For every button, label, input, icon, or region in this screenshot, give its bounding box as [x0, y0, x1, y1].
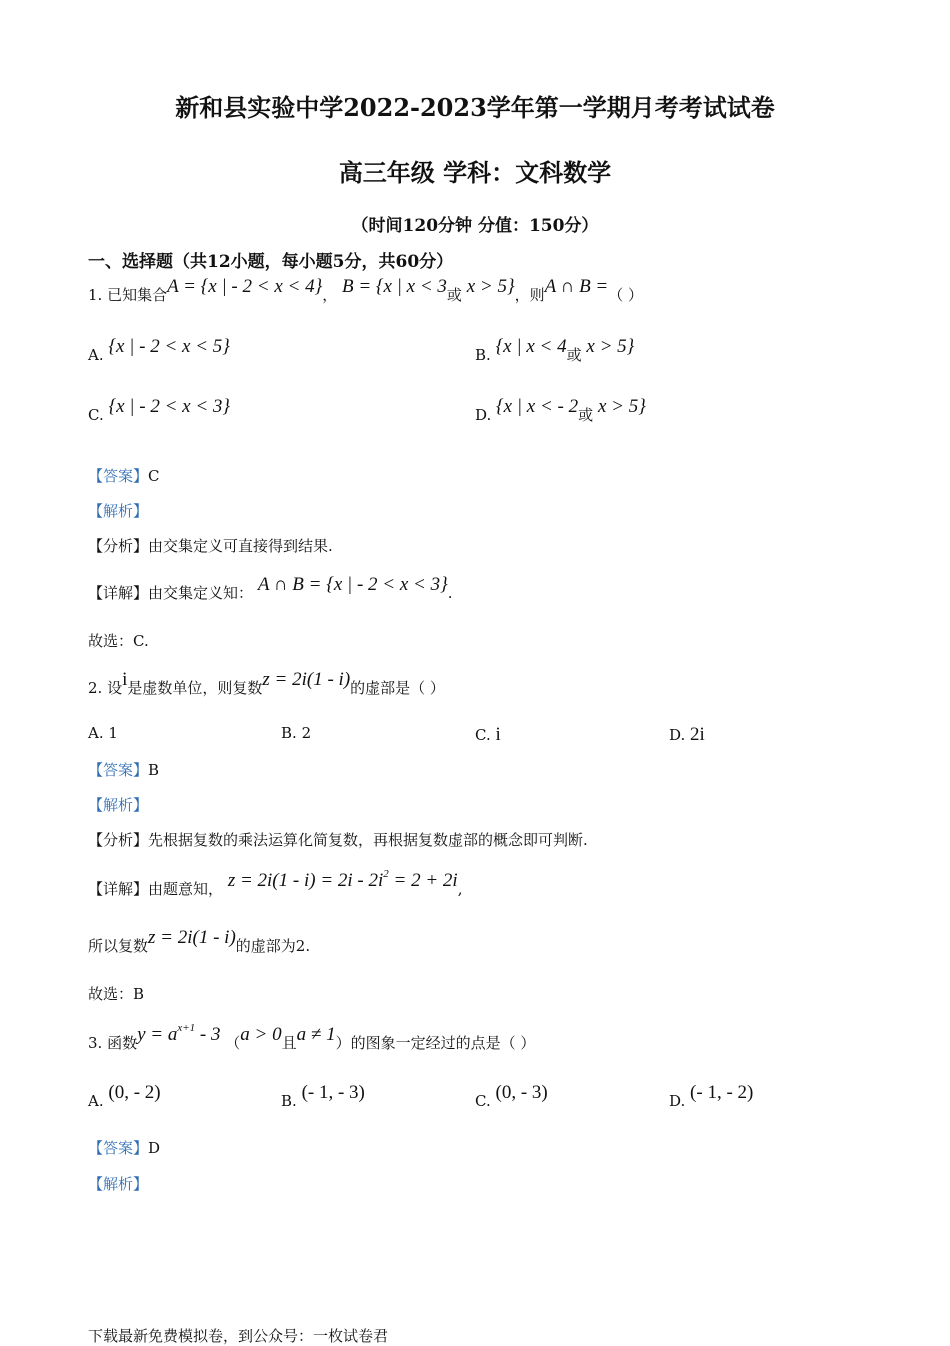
option-label: A. — [88, 724, 104, 742]
detail-tag: 【详解】 — [88, 584, 149, 602]
q2-detail-expr — [228, 870, 458, 891]
q3-cond-close: ）的图象一定经过的点是（ ） — [335, 1034, 536, 1052]
q2-therefore-post: 的虚部为2. — [235, 937, 311, 955]
q3-option-d-text: (- 1, - 2) — [690, 1082, 754, 1103]
answer-tag: 【答案】 — [88, 1139, 149, 1157]
option-label: C. — [88, 406, 104, 424]
q2-detail-end: , — [457, 880, 463, 898]
q2-option-b — [281, 724, 311, 742]
q2-mid: 是虚数单位，则复数 — [127, 679, 263, 697]
q3-answer — [88, 1137, 160, 1158]
q2-jiexi-tag: 【解析】 — [88, 796, 149, 814]
q1-option-d-or: 或 — [578, 406, 594, 424]
option-label: C. — [475, 726, 491, 744]
q1-detail — [88, 574, 453, 604]
option-label: D. — [669, 1092, 686, 1110]
q1-analysis — [88, 535, 333, 556]
q2-option-a — [88, 724, 118, 742]
q2-lead: 2. 设 — [88, 679, 123, 697]
q2-therefore-pre: 所以复数 — [88, 937, 149, 955]
q2-answer — [88, 759, 159, 780]
exam-title: 新和县实验中学2022-2023学年第一学期月考考试试卷 — [175, 93, 775, 122]
q1-option-b-pre: {x | x < 4 — [495, 336, 567, 357]
q2-option-c-text: i — [495, 724, 501, 745]
q3-cond-1: a > 0 — [240, 1024, 282, 1045]
q1-detail-end: . — [447, 584, 453, 602]
q3-cond-and: 且 — [281, 1034, 297, 1052]
q2-detail-pre: 由题意知， — [148, 880, 224, 898]
q2-detail-expr-part1: z = 2i(1 - i) = 2i - 2i — [227, 870, 384, 891]
q3-cond-open: （ — [225, 1034, 241, 1052]
q2-analysis-text: 先根据复数的乘法运算化简复数，再根据复数虚部的概念即可判断. — [148, 831, 588, 849]
option-label: D. — [475, 406, 492, 424]
q1-detail-expr: A ∩ B = {x | - 2 < x < 3} — [257, 574, 448, 595]
q2-i: i — [122, 669, 128, 690]
q1-or: 或 — [446, 286, 462, 304]
question-3 — [88, 1022, 536, 1054]
q3-expr-base: y = a — [137, 1024, 178, 1045]
q3-option-b-text: (- 1, - 3) — [301, 1082, 365, 1103]
q1-option-a-text: {x | - 2 < x < 5} — [108, 336, 230, 357]
question-2 — [88, 669, 445, 699]
q1-analysis-text: 由交集定义可直接得到结果. — [148, 537, 333, 555]
q2-option-d-text: 2i — [690, 724, 705, 745]
option-label: C. — [475, 1092, 491, 1110]
q1-option-d-post: x > 5} — [597, 396, 646, 417]
q3-answer-value: D — [148, 1139, 161, 1157]
option-label: B. — [281, 724, 297, 742]
page-footer: 下载最新免费模拟卷，到公众号：一枚试卷君 — [88, 1327, 389, 1345]
q1-detail-pre: 由交集定义知： — [148, 584, 254, 602]
q3-cond-2: a ≠ 1 — [296, 1024, 336, 1045]
q1-conclusion: 故选：C. — [88, 632, 149, 650]
q2-therefore-expr: z = 2i(1 - i) — [148, 927, 236, 948]
q2-analysis — [88, 829, 588, 850]
option-label: D. — [669, 726, 686, 744]
q3-lead: 3. 函数 — [88, 1034, 138, 1052]
q1-option-d — [475, 396, 646, 426]
q2-detail — [88, 868, 463, 900]
q2-therefore — [88, 927, 311, 957]
q2-option-b-text: 2 — [301, 724, 312, 742]
q2-answer-value: B — [148, 761, 160, 779]
q3-option-b — [281, 1082, 365, 1112]
q1-expr: A ∩ B = — [544, 276, 609, 297]
q1-answer-value: C — [148, 467, 160, 485]
q1-option-b-post: x > 5} — [586, 336, 635, 357]
q1-tail: ，则 — [514, 286, 545, 304]
q1-option-b-or: 或 — [566, 346, 582, 364]
q1-comma: ， — [322, 286, 338, 304]
analysis-tag: 【分析】 — [88, 537, 149, 555]
q2-detail-expr-part2: = 2 + 2i — [388, 870, 458, 891]
q3-option-c — [475, 1082, 548, 1112]
answer-tag: 【答案】 — [88, 761, 149, 779]
option-label: B. — [475, 346, 491, 364]
q2-detail-sup: 2 — [383, 868, 389, 880]
q1-set-b-pre: B = {x | x < 3 — [341, 276, 447, 297]
exam-subtitle: 高三年级 学科：文科数学 — [338, 158, 612, 187]
question-1 — [88, 276, 644, 306]
q3-expr-exponent: x+1 — [177, 1022, 196, 1034]
answer-tag: 【答案】 — [88, 467, 149, 485]
q1-set-a: A = {x | - 2 < x < 4} — [167, 276, 323, 297]
q1-answer — [88, 465, 160, 486]
q3-expr-tail: - 3 — [195, 1024, 221, 1045]
q2-option-a-text: 1 — [108, 724, 118, 742]
q1-paren: （ ） — [608, 286, 644, 304]
exam-info: （时间120分钟 分值：150分） — [351, 216, 599, 236]
q2-conclusion: 故选：B — [88, 985, 145, 1003]
option-label: B. — [281, 1092, 297, 1110]
q3-option-a-text: (0, - 2) — [108, 1082, 161, 1103]
q3-expr — [137, 1024, 220, 1045]
q2-option-d — [669, 724, 705, 746]
q3-option-c-text: (0, - 3) — [495, 1082, 548, 1103]
detail-tag: 【详解】 — [88, 880, 149, 898]
section-heading: 一、选择题（共12小题，每小题5分，共60分） — [88, 252, 454, 272]
q1-jiexi-tag: 【解析】 — [88, 502, 149, 520]
q3-option-a — [88, 1082, 161, 1112]
q1-option-a — [88, 336, 230, 366]
q1-option-c-text: {x | - 2 < x < 3} — [108, 396, 231, 417]
q1-lead: 1. 已知集合 — [88, 286, 168, 304]
q1-option-c — [88, 396, 231, 426]
option-label: A. — [88, 1092, 104, 1110]
q1-option-d-pre: {x | x < - 2 — [496, 396, 579, 417]
q2-tail: 的虚部是（ ） — [350, 679, 445, 697]
q2-option-c — [475, 724, 501, 746]
q1-set-b-post: x > 5} — [466, 276, 515, 297]
q2-expr: z = 2i(1 - i) — [262, 669, 351, 690]
option-label: A. — [88, 346, 104, 364]
q3-jiexi-tag: 【解析】 — [88, 1175, 149, 1193]
analysis-tag: 【分析】 — [88, 831, 149, 849]
q3-option-d — [669, 1082, 754, 1112]
q1-option-b — [475, 336, 635, 366]
